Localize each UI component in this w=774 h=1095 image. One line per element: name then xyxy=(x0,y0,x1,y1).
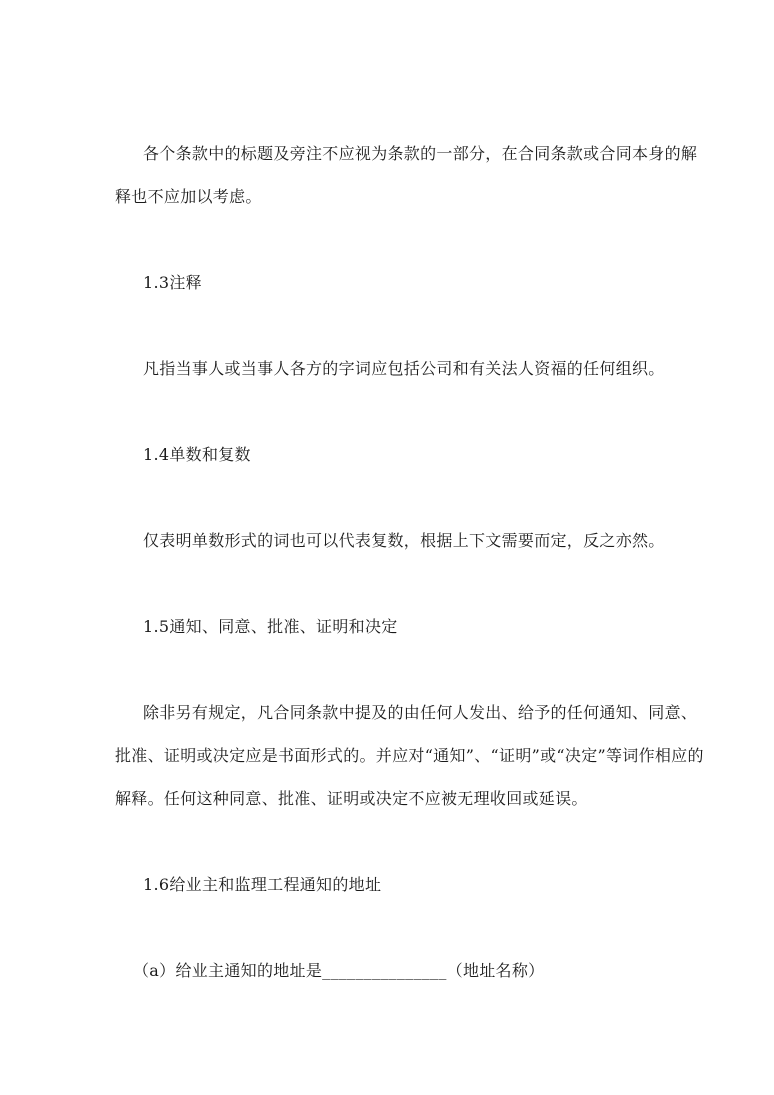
section-1-5-heading: 1.5通知、同意、批准、证明和决定 xyxy=(143,617,398,636)
section-1-5-line-2: 批准、证明或决定应是书面形式的。并应对“通知”、“证明”或“决定”等词作相应的 xyxy=(115,746,704,765)
section-1-3-text: 凡指当事人或当事人各方的字词应包括公司和有关法人资福的任何组织。 xyxy=(143,359,665,378)
section-1-5-line-3: 解释。任何这种同意、批准、证明或决定不应被无理收回或延误。 xyxy=(115,789,588,808)
section-1-4-heading: 1.4单数和复数 xyxy=(143,445,251,464)
section-1-5-line-1: 除非另有规定，凡合同条款中提及的由任何人发出、给予的任何通知、同意、 xyxy=(143,703,698,722)
paragraph-headings-line-1: 各个条款中的标题及旁注不应视为条款的一部分，在合同条款或合同本身的解 xyxy=(143,144,698,163)
section-1-4-text: 仅表明单数形式的词也可以代表复数，根据上下文需要而定，反之亦然。 xyxy=(143,531,665,550)
section-1-6-heading: 1.6给业主和监理工程通知的地址 xyxy=(143,875,382,894)
section-1-3-heading: 1.3注释 xyxy=(143,273,202,292)
paragraph-headings-line-2: 释也不应加以考虑。 xyxy=(115,187,262,206)
section-1-6-item-a: （a）给业主通知的地址是_______________（地址名称） xyxy=(133,961,545,980)
